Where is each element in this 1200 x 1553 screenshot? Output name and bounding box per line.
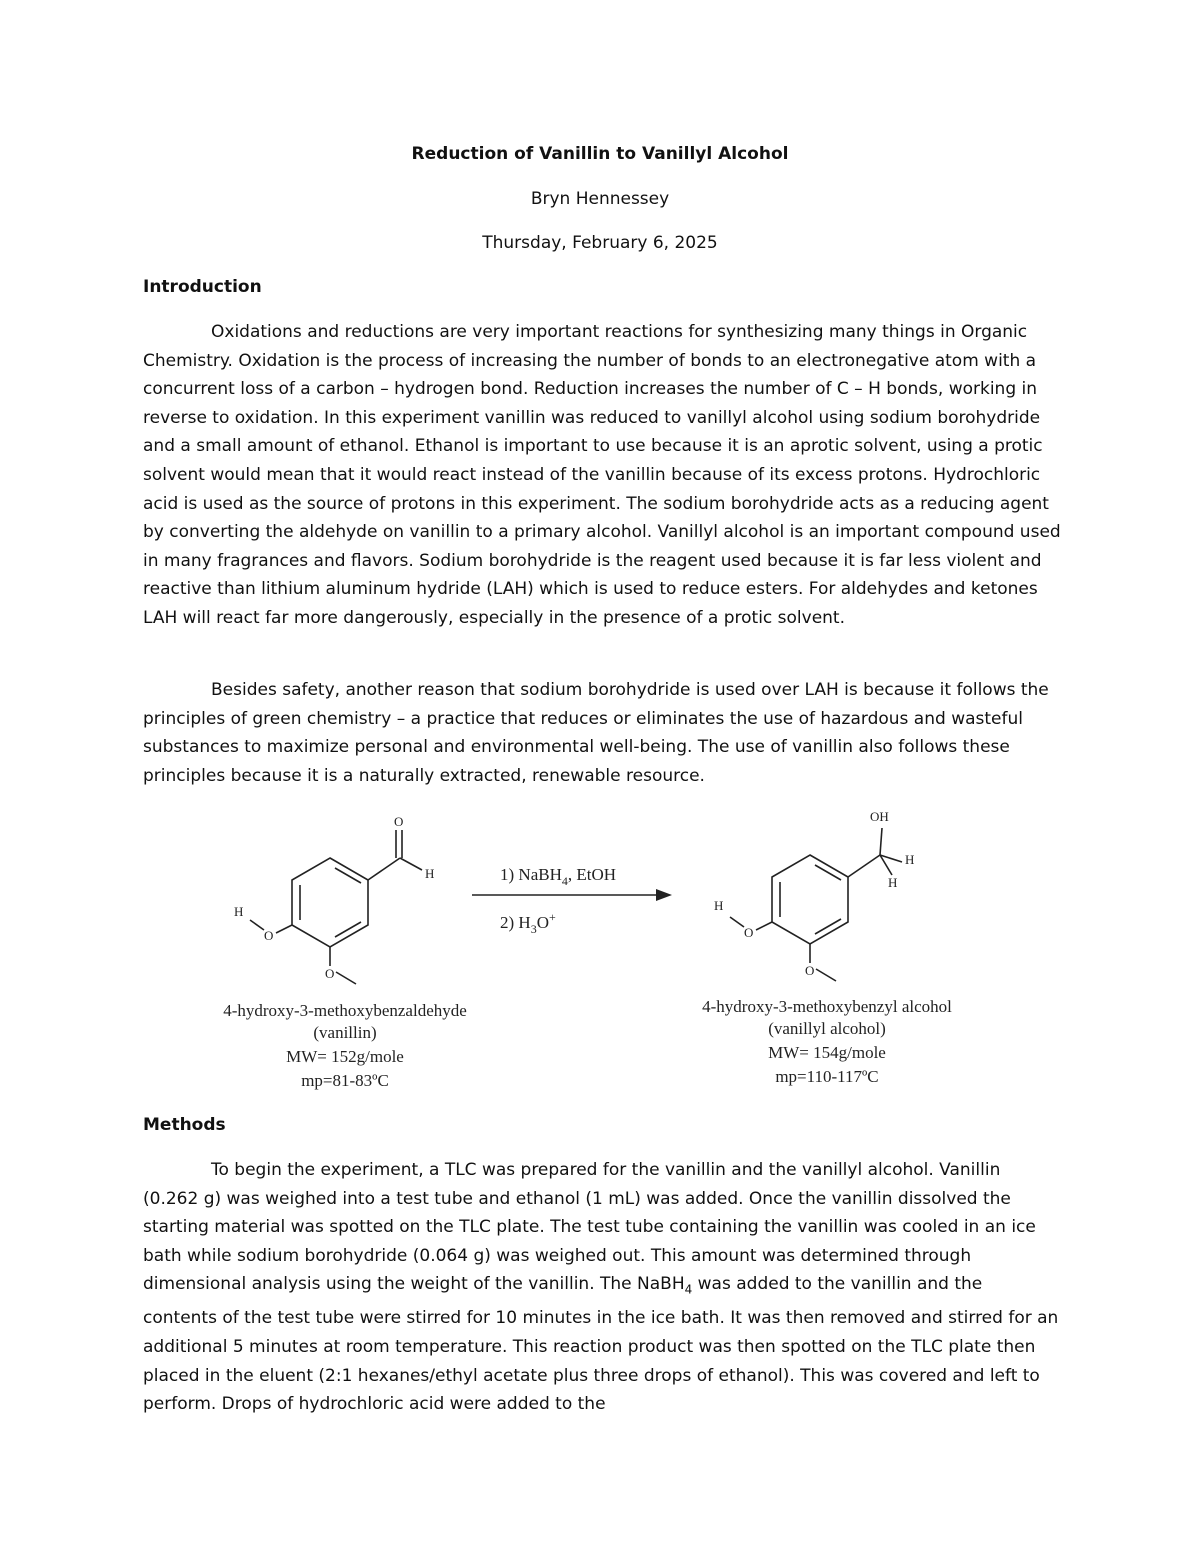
reactant-atom-o-top: O: [394, 814, 404, 829]
introduction-paragraph-2: Besides safety, another reason that sodium borohydride is used over LAH is because it follows the principles of green chemistry – a practice that reduces or eliminates the use of hazardous and wasteful substances to maximize personal and environmental well-being. The use of vanillin also follows these principles because it is a naturally extracted, renewable resource.: [143, 680, 1049, 786]
reaction-conditions: [472, 865, 672, 936]
reactant-common-name: (vanillin): [313, 1023, 377, 1042]
product-name: 4-hydroxy-3-methoxybenzyl alcohol: [702, 997, 952, 1016]
reaction-scheme-drawing: [190, 800, 1020, 1100]
product-common-name: (vanillyl alcohol): [768, 1019, 886, 1038]
vanillyl-alcohol-structure: [730, 828, 902, 981]
product-atom-o-methoxy: O: [805, 963, 815, 978]
reaction-arrow-head: [656, 889, 672, 901]
product-atom-o-hydroxy: O: [744, 925, 754, 940]
vanillin-structure: [250, 830, 422, 984]
reactant-atom-o-hydroxy: O: [264, 928, 274, 943]
vanillin-atom-labels: [234, 814, 434, 981]
reactant-atom-h-hydroxy: H: [234, 904, 244, 919]
product-atom-oh-top: OH: [870, 809, 889, 824]
reactant-atom-h-aldehyde: H: [425, 866, 435, 881]
product-atom-h-a: H: [905, 852, 915, 867]
methods-heading: Methods: [143, 1115, 226, 1135]
reactant-molecular-weight: MW= 152g/mole: [286, 1047, 404, 1066]
reactant-melting-point: mp=81-83ºC: [301, 1071, 389, 1090]
reactant-name: 4-hydroxy-3-methoxybenzaldehyde: [223, 1001, 467, 1020]
methods-paragraph-1: To begin the experiment, a TLC was prepared for the vanillin and the vanillyl alcohol. Vanillin (0.262 g) was weighed into a test tube and ethanol (1 mL) was added. Once the vanillin dissolved the starting material was spotted on the TLC plate. The test tube containing the vanillin was cooled in an ice bath while sodium borohydride (0.064 g) was weighed out. This amount was determined through dimensional analysis using the weight of the vanillin. The NaBH$_4$ was added to the vanillin and the contents of the test tube were stirred for 10 minutes in the ice bath. It was then removed and stirred for an additional 5 minutes at room temperature. This reaction product was then spotted on the TLC plate then placed in the eluent (2:1 hexanes/ethyl acetate plus three drops of ethanol). This was covered and left to perform. Drops of hydrochloric acid were added to the: [143, 1160, 1059, 1415]
introduction-heading: Introduction: [143, 277, 262, 297]
product-melting-point: mp=110-117ºC: [775, 1067, 879, 1086]
author-name: Bryn Hennessey: [530, 189, 670, 209]
reactant-atom-o-methoxy: O: [325, 966, 335, 981]
introduction-paragraph-1: Oxidations and reductions are very important reactions for synthesizing many things in Organic Chemistry. Oxidation is the process of increasing the number of bonds to an electronegative atom with a concurrent loss of a carbon – hydrogen bond. Reduction increases the number of C – H bonds, working in reverse to oxidation. In this experiment vanillin was reduced to vanillyl alcohol using sodium borohydride and a small amount of ethanol. Ethanol is important to use because it is an aprotic solvent, using a protic solvent would mean that it would react instead of the vanillin because of its excess protons. Hydrochloric acid is used as the source of protons in this experiment. The sodium borohydride acts as a reducing agent by converting the aldehyde on vanillin to a primary alcohol. Vanillyl alcohol is an important compound used in many fragrances and flavors. Sodium borohydride is the reagent used because it is far less violent and reactive than lithium aluminum hydride (LAH) which is used to reduce esters. For aldehydes and ketones LAH will react far more dangerously, especially in the presence of a protic solvent.: [143, 322, 1061, 628]
reactant-labels: [223, 1001, 467, 1090]
condition-step-2: 2) $H_3O^+$: [500, 910, 556, 936]
condition-step-1: 1) NaBH$_4$, EtOH: [500, 865, 617, 888]
product-atom-h-hydroxy: H: [714, 898, 724, 913]
vanillyl-alcohol-atom-labels: [714, 809, 914, 978]
product-molecular-weight: MW= 154g/mole: [768, 1043, 886, 1062]
document-title: Reduction of Vanillin to Vanillyl Alcohol: [411, 144, 789, 164]
document-date: Thursday, February 6, 2025: [482, 233, 718, 253]
product-atom-h-b: H: [888, 875, 898, 890]
product-labels: [702, 997, 952, 1086]
